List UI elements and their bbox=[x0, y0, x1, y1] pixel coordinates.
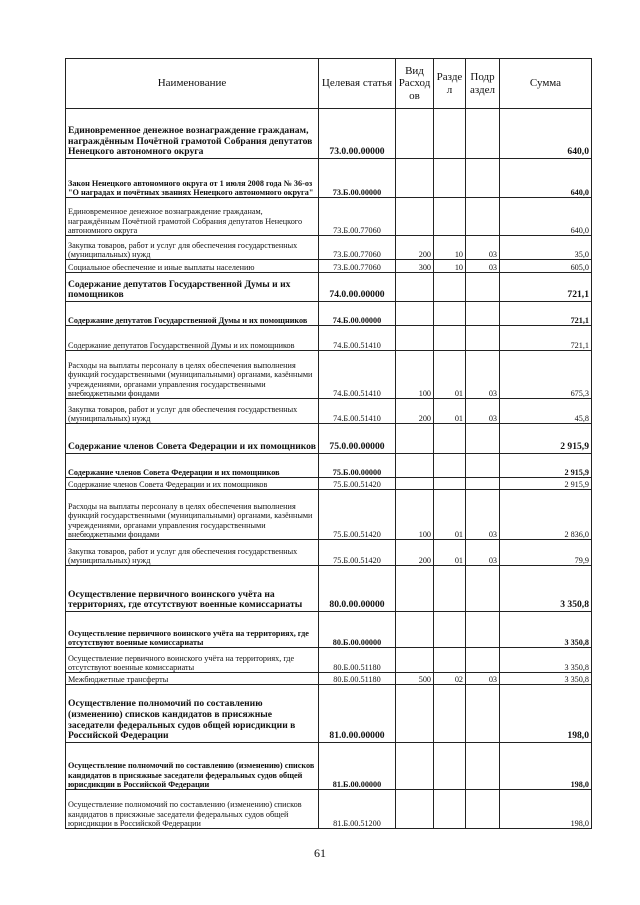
row-expense-type-cell bbox=[396, 326, 434, 351]
row-subsection-cell bbox=[466, 478, 500, 490]
table-row bbox=[66, 273, 592, 302]
row-target-cell: 75.Б.00.51420 bbox=[319, 490, 396, 540]
table-row bbox=[66, 566, 592, 612]
row-subsection-cell: 03 bbox=[466, 399, 500, 424]
row-sum-cell: 198,0 bbox=[500, 790, 592, 829]
row-sum-cell: 2 915,9 bbox=[500, 454, 592, 478]
row-subsection-cell bbox=[466, 198, 500, 236]
row-section-cell bbox=[434, 159, 466, 198]
row-expense-type-cell: 200 bbox=[396, 399, 434, 424]
table-row bbox=[66, 673, 592, 685]
row-sum-cell: 3 350,8 bbox=[500, 648, 592, 673]
table-row bbox=[66, 612, 592, 648]
row-expense-type-cell bbox=[396, 612, 434, 648]
row-subsection-cell: 03 bbox=[466, 540, 500, 566]
row-subsection-cell: 03 bbox=[466, 351, 500, 399]
row-section-cell bbox=[434, 454, 466, 478]
row-name-cell: Осуществление полномочий по составлению (изменению) списков кандидатов в присяжные заседатели федеральных судов общей юрисдикции в Российской Федерации bbox=[66, 685, 319, 743]
row-target-cell: 74.Б.00.51410 bbox=[319, 351, 396, 399]
row-section-cell bbox=[434, 109, 466, 159]
page-number: 61 bbox=[314, 846, 326, 860]
row-target-cell: 81.Б.00.00000 bbox=[319, 743, 396, 790]
row-subsection-cell bbox=[466, 612, 500, 648]
row-expense-type-cell: 100 bbox=[396, 351, 434, 399]
row-subsection-cell bbox=[466, 648, 500, 673]
row-expense-type-cell: 300 bbox=[396, 260, 434, 273]
row-expense-type-cell: 500 bbox=[396, 673, 434, 685]
table-row bbox=[66, 478, 592, 490]
row-target-cell: 80.0.00.00000 bbox=[319, 566, 396, 612]
row-sum-cell: 3 350,8 bbox=[500, 566, 592, 612]
table-row bbox=[66, 790, 592, 829]
table-row bbox=[66, 236, 592, 260]
row-section-cell bbox=[434, 648, 466, 673]
table-body bbox=[66, 109, 592, 829]
row-sum-cell: 721,1 bbox=[500, 273, 592, 302]
row-target-cell: 81.0.00.00000 bbox=[319, 685, 396, 743]
row-section-cell: 01 bbox=[434, 490, 466, 540]
row-target-cell: 75.Б.00.51420 bbox=[319, 478, 396, 490]
header-row bbox=[66, 59, 592, 109]
row-section-cell bbox=[434, 478, 466, 490]
table-row bbox=[66, 424, 592, 454]
row-name-cell: Осуществление первичного воинского учёта на территориях, где отсутствуют военные комиссариаты bbox=[66, 612, 319, 648]
row-sum-cell: 640,0 bbox=[500, 159, 592, 198]
row-name-cell: Содержание депутатов Государственной Думы и их помощников bbox=[66, 302, 319, 326]
table-row bbox=[66, 159, 592, 198]
row-target-cell: 75.Б.00.51420 bbox=[319, 540, 396, 566]
row-section-cell: 10 bbox=[434, 260, 466, 273]
row-expense-type-cell bbox=[396, 302, 434, 326]
row-target-cell: 74.Б.00.51410 bbox=[319, 399, 396, 424]
row-expense-type-cell: 200 bbox=[396, 540, 434, 566]
row-name-cell: Закупка товаров, работ и услуг для обеспечения государственных (муниципальных) нужд bbox=[66, 399, 319, 424]
row-subsection-cell bbox=[466, 424, 500, 454]
row-expense-type-cell bbox=[396, 685, 434, 743]
row-section-cell: 01 bbox=[434, 540, 466, 566]
row-expense-type-cell bbox=[396, 478, 434, 490]
table-row bbox=[66, 198, 592, 236]
row-section-cell bbox=[434, 424, 466, 454]
row-name-cell: Осуществление первичного воинского учёта на территориях, где отсутствуют военные комиссариаты bbox=[66, 648, 319, 673]
table-row bbox=[66, 260, 592, 273]
row-expense-type-cell bbox=[396, 648, 434, 673]
row-expense-type-cell bbox=[396, 566, 434, 612]
row-section-cell: 01 bbox=[434, 351, 466, 399]
row-section-cell bbox=[434, 302, 466, 326]
row-name-cell: Единовременное денежное вознаграждение гражданам, награждённым Почётной грамотой Собрания депутатов Ненецкого автономного округа bbox=[66, 109, 319, 159]
row-name-cell: Содержание членов Совета Федерации и их помощников bbox=[66, 478, 319, 490]
table-row bbox=[66, 540, 592, 566]
row-subsection-cell bbox=[466, 273, 500, 302]
row-target-cell: 73.Б.00.77060 bbox=[319, 260, 396, 273]
row-expense-type-cell: 100 bbox=[396, 490, 434, 540]
row-target-cell: 80.Б.00.00000 bbox=[319, 612, 396, 648]
row-sum-cell: 198,0 bbox=[500, 743, 592, 790]
row-expense-type-cell bbox=[396, 424, 434, 454]
row-target-cell: 74.0.00.00000 bbox=[319, 273, 396, 302]
row-target-cell: 73.0.00.00000 bbox=[319, 109, 396, 159]
row-subsection-cell bbox=[466, 302, 500, 326]
row-sum-cell: 640,0 bbox=[500, 198, 592, 236]
row-sum-cell: 45,8 bbox=[500, 399, 592, 424]
row-subsection-cell bbox=[466, 685, 500, 743]
row-subsection-cell bbox=[466, 454, 500, 478]
row-sum-cell: 3 350,8 bbox=[500, 612, 592, 648]
header-name: Наименование bbox=[66, 59, 319, 109]
table-row bbox=[66, 685, 592, 743]
row-expense-type-cell bbox=[396, 790, 434, 829]
row-expense-type-cell bbox=[396, 743, 434, 790]
row-target-cell: 73.Б.00.77060 bbox=[319, 236, 396, 260]
row-sum-cell: 721,1 bbox=[500, 326, 592, 351]
row-section-cell bbox=[434, 685, 466, 743]
header-section: Разде л bbox=[434, 59, 466, 109]
table-row bbox=[66, 351, 592, 399]
row-subsection-cell: 03 bbox=[466, 260, 500, 273]
row-subsection-cell: 03 bbox=[466, 490, 500, 540]
table-row bbox=[66, 490, 592, 540]
row-sum-cell: 675,3 bbox=[500, 351, 592, 399]
table-row bbox=[66, 454, 592, 478]
row-target-cell: 73.Б.00.77060 bbox=[319, 198, 396, 236]
row-expense-type-cell bbox=[396, 159, 434, 198]
row-sum-cell: 2 915,9 bbox=[500, 424, 592, 454]
row-name-cell: Закупка товаров, работ и услуг для обеспечения государственных (муниципальных) нужд bbox=[66, 236, 319, 260]
row-subsection-cell bbox=[466, 743, 500, 790]
row-expense-type-cell bbox=[396, 109, 434, 159]
row-expense-type-cell: 200 bbox=[396, 236, 434, 260]
row-sum-cell: 198,0 bbox=[500, 685, 592, 743]
row-name-cell: Содержание членов Совета Федерации и их помощников bbox=[66, 454, 319, 478]
row-name-cell: Социальное обеспечение и иные выплаты населению bbox=[66, 260, 319, 273]
row-sum-cell: 2 836,0 bbox=[500, 490, 592, 540]
row-sum-cell: 79,9 bbox=[500, 540, 592, 566]
row-subsection-cell bbox=[466, 566, 500, 612]
row-section-cell: 02 bbox=[434, 673, 466, 685]
row-sum-cell: 35,0 bbox=[500, 236, 592, 260]
row-name-cell: Содержание депутатов Государственной Думы и их помощников bbox=[66, 273, 319, 302]
table-row bbox=[66, 648, 592, 673]
row-name-cell: Содержание членов Совета Федерации и их помощников bbox=[66, 424, 319, 454]
row-sum-cell: 3 350,8 bbox=[500, 673, 592, 685]
row-section-cell bbox=[434, 273, 466, 302]
row-name-cell: Межбюджетные трансферты bbox=[66, 673, 319, 685]
row-target-cell: 73.Б.00.00000 bbox=[319, 159, 396, 198]
row-section-cell bbox=[434, 566, 466, 612]
row-expense-type-cell bbox=[396, 454, 434, 478]
row-subsection-cell: 03 bbox=[466, 673, 500, 685]
table-row bbox=[66, 302, 592, 326]
row-sum-cell: 640,0 bbox=[500, 109, 592, 159]
row-target-cell: 81.Б.00.51200 bbox=[319, 790, 396, 829]
header-expense-type: Вид Расход ов bbox=[396, 59, 434, 109]
row-name-cell: Осуществление полномочий по составлению (изменению) списков кандидатов в присяжные заседатели федеральных судов общей юрисдикции в Российской Федерации bbox=[66, 790, 319, 829]
row-section-cell: 10 bbox=[434, 236, 466, 260]
row-name-cell: Расходы на выплаты персоналу в целях обеспечения выполнения функций государственными (муниципальными) органами, казёнными учреждениями, органами управления государственными внебюджетными фондами bbox=[66, 490, 319, 540]
row-subsection-cell bbox=[466, 326, 500, 351]
header-sum: Сумма bbox=[500, 59, 592, 109]
header-subsection: Подр аздел bbox=[466, 59, 500, 109]
row-section-cell bbox=[434, 612, 466, 648]
row-target-cell: 74.Б.00.00000 bbox=[319, 302, 396, 326]
budget-table bbox=[65, 58, 592, 829]
row-expense-type-cell bbox=[396, 273, 434, 302]
row-target-cell: 74.Б.00.51410 bbox=[319, 326, 396, 351]
row-sum-cell: 605,0 bbox=[500, 260, 592, 273]
table-row bbox=[66, 399, 592, 424]
row-section-cell bbox=[434, 790, 466, 829]
table-row bbox=[66, 109, 592, 159]
row-name-cell: Единовременное денежное вознаграждение гражданам, награждённым Почётной грамотой Собрания депутатов Ненецкого автономного округа bbox=[66, 198, 319, 236]
row-subsection-cell bbox=[466, 159, 500, 198]
row-section-cell bbox=[434, 743, 466, 790]
row-name-cell: Расходы на выплаты персоналу в целях обеспечения выполнения функций государственными (муниципальными) органами, казёнными учреждениями, органами управления государственными внебюджетными фондами bbox=[66, 351, 319, 399]
row-section-cell bbox=[434, 198, 466, 236]
row-name-cell: Закупка товаров, работ и услуг для обеспечения государственных (муниципальных) нужд bbox=[66, 540, 319, 566]
row-target-cell: 80.Б.00.51180 bbox=[319, 673, 396, 685]
row-sum-cell: 721,1 bbox=[500, 302, 592, 326]
row-section-cell bbox=[434, 326, 466, 351]
row-sum-cell: 2 915,9 bbox=[500, 478, 592, 490]
row-name-cell: Содержание депутатов Государственной Думы и их помощников bbox=[66, 326, 319, 351]
row-subsection-cell: 03 bbox=[466, 236, 500, 260]
row-target-cell: 75.0.00.00000 bbox=[319, 424, 396, 454]
table-row bbox=[66, 743, 592, 790]
row-target-cell: 75.Б.00.00000 bbox=[319, 454, 396, 478]
row-subsection-cell bbox=[466, 109, 500, 159]
row-expense-type-cell bbox=[396, 198, 434, 236]
row-name-cell: Осуществление первичного воинского учёта на территориях, где отсутствуют военные комиссариаты bbox=[66, 566, 319, 612]
row-name-cell: Закон Ненецкого автономного округа от 1 июля 2008 года № 36-оз "О наградах и почётных званиях Ненецкого автономного округа" bbox=[66, 159, 319, 198]
row-section-cell: 01 bbox=[434, 399, 466, 424]
header-target: Целевая статья bbox=[319, 59, 396, 109]
row-name-cell: Осуществление полномочий по составлению (изменению) списков кандидатов в присяжные заседатели федеральных судов общей юрисдикции в Российской Федерации bbox=[66, 743, 319, 790]
table-row bbox=[66, 326, 592, 351]
row-target-cell: 80.Б.00.51180 bbox=[319, 648, 396, 673]
row-subsection-cell bbox=[466, 790, 500, 829]
